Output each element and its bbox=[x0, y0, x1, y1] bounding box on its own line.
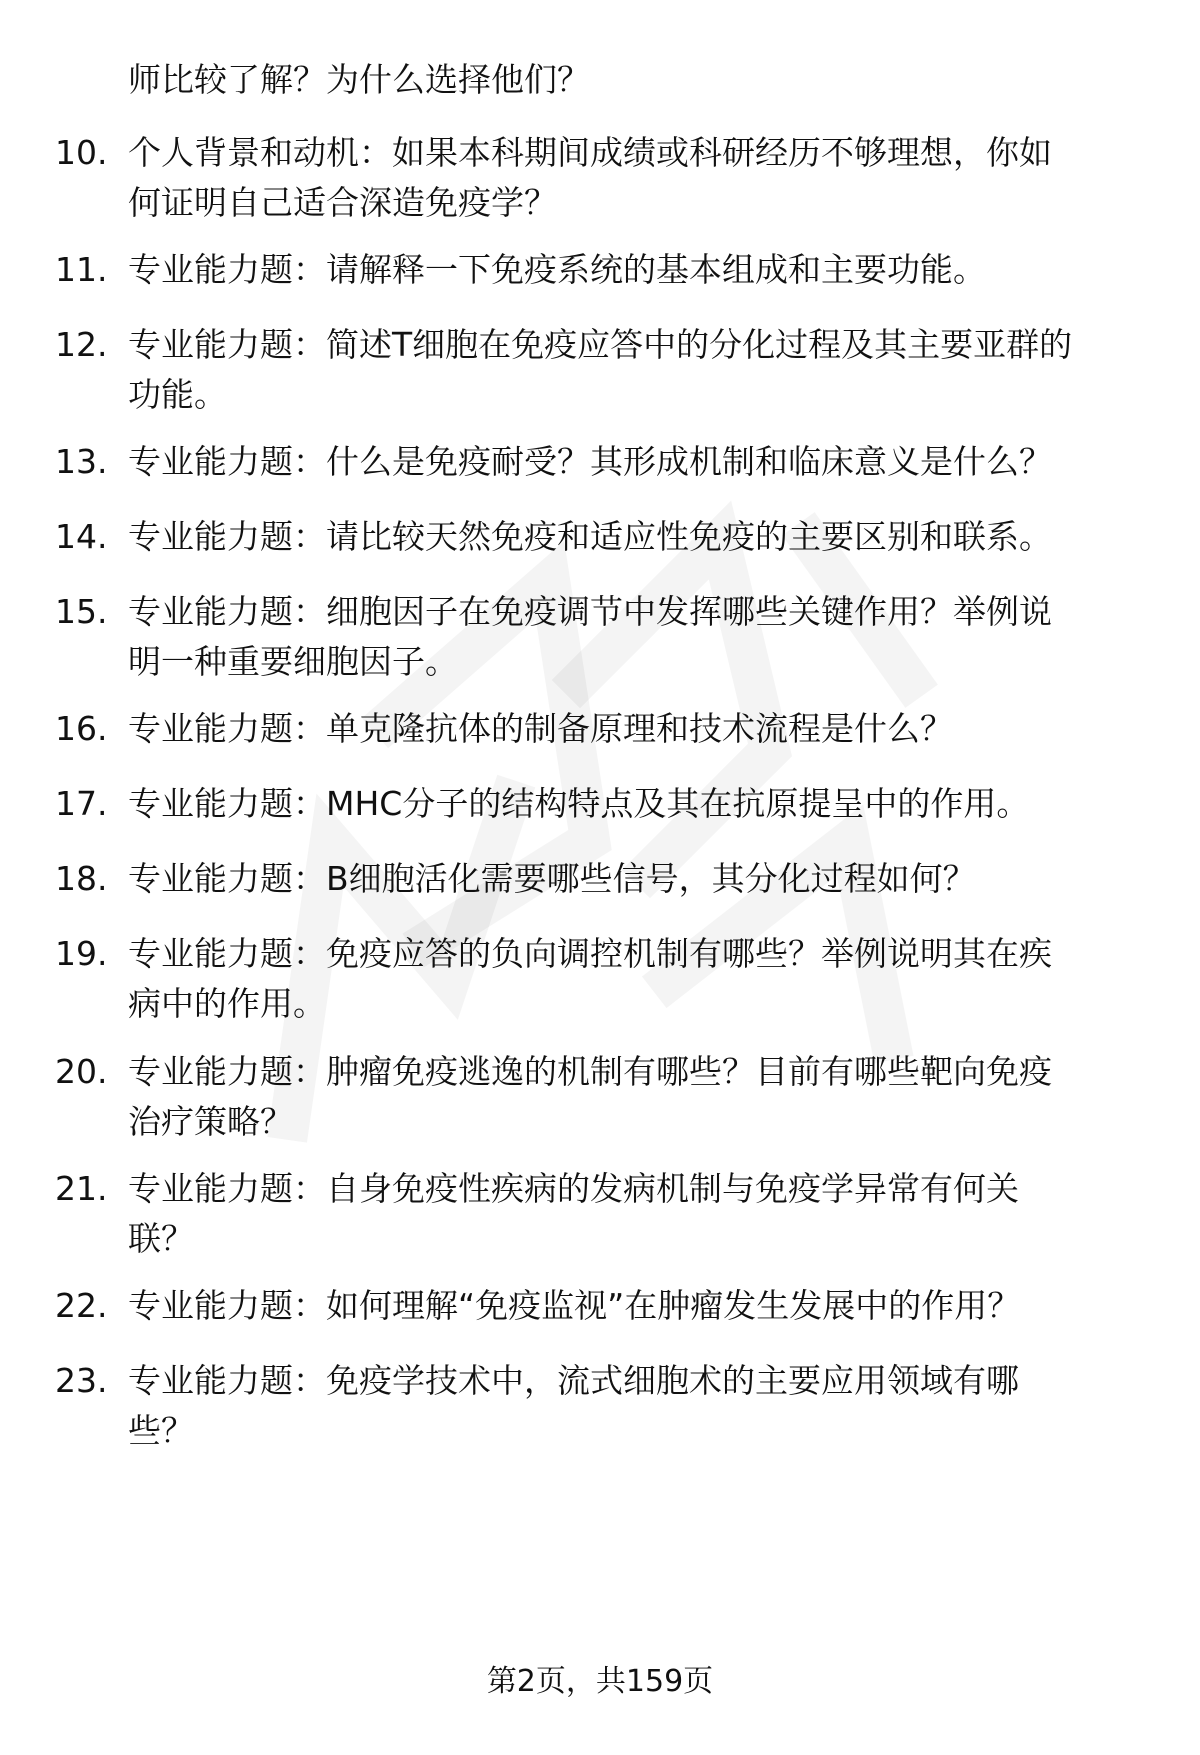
question-line: 个人背景和动机：如果本科期间成绩或科研经历不够理想，你如 bbox=[128, 133, 1052, 172]
question-text bbox=[128, 320, 1168, 420]
question-number: 17. bbox=[55, 784, 108, 823]
question-number: 21. bbox=[55, 1169, 108, 1208]
question-line: 专业能力题：简述T细胞在免疫应答中的分化过程及其主要亚群的 bbox=[128, 325, 1073, 364]
question-line: 专业能力题：如何理解“免疫监视”在肿瘤发生发展中的作用？ bbox=[128, 1286, 1021, 1325]
question-line: 联？ bbox=[128, 1219, 194, 1258]
question-line: 功能。 bbox=[128, 375, 227, 414]
question-line: 何证明自己适合深造免疫学？ bbox=[128, 183, 557, 222]
question-text bbox=[128, 704, 1168, 754]
question-number: 18. bbox=[55, 859, 108, 898]
question-number: 20. bbox=[55, 1052, 108, 1091]
question-number: 16. bbox=[55, 709, 108, 748]
continuation-text: 师比较了解？为什么选择他们？ bbox=[128, 60, 590, 99]
question-number: 23. bbox=[55, 1361, 108, 1400]
question-number: 15. bbox=[55, 592, 108, 631]
question-line: 治疗策略？ bbox=[128, 1102, 293, 1141]
question-text bbox=[128, 1281, 1168, 1331]
question-line: 专业能力题：什么是免疫耐受？其形成机制和临床意义是什么？ bbox=[128, 442, 1052, 481]
question-line: 专业能力题：自身免疫性疾病的发病机制与免疫学异常有何关 bbox=[128, 1169, 1019, 1208]
question-line: 专业能力题：请比较天然免疫和适应性免疫的主要区别和联系。 bbox=[128, 517, 1052, 556]
question-line: 专业能力题：细胞因子在免疫调节中发挥哪些关键作用？举例说 bbox=[128, 592, 1052, 631]
question-text bbox=[128, 128, 1168, 228]
question-line: 专业能力题：MHC分子的结构特点及其在抗原提呈中的作用。 bbox=[128, 784, 1030, 823]
question-line: 专业能力题：单克隆抗体的制备原理和技术流程是什么？ bbox=[128, 709, 953, 748]
question-text bbox=[128, 437, 1168, 487]
question-line: 专业能力题：免疫学技术中，流式细胞术的主要应用领域有哪 bbox=[128, 1361, 1019, 1400]
question-text bbox=[128, 587, 1168, 687]
question-number: 12. bbox=[55, 325, 108, 364]
page-footer: 第2页，共159页 bbox=[486, 1664, 714, 1699]
question-text bbox=[128, 245, 1168, 295]
question-line: 明一种重要细胞因子。 bbox=[128, 642, 458, 681]
question-line: 专业能力题：请解释一下免疫系统的基本组成和主要功能。 bbox=[128, 250, 986, 289]
question-line: 专业能力题：B细胞活化需要哪些信号，其分化过程如何？ bbox=[128, 859, 976, 898]
question-number: 13. bbox=[55, 442, 108, 481]
question-number: 14. bbox=[55, 517, 108, 556]
question-text bbox=[128, 1164, 1168, 1264]
question-number: 19. bbox=[55, 934, 108, 973]
question-line: 专业能力题：免疫应答的负向调控机制有哪些？举例说明其在疾 bbox=[128, 934, 1052, 973]
question-text bbox=[128, 1047, 1168, 1147]
question-number: 22. bbox=[55, 1286, 108, 1325]
question-line: 些？ bbox=[128, 1411, 194, 1450]
question-text bbox=[128, 854, 1168, 904]
question-number: 10. bbox=[55, 133, 108, 172]
question-text bbox=[128, 779, 1168, 829]
question-text bbox=[128, 929, 1168, 1029]
question-number: 11. bbox=[55, 250, 108, 289]
question-line: 病中的作用。 bbox=[128, 984, 326, 1023]
question-line: 专业能力题：肿瘤免疫逃逸的机制有哪些？目前有哪些靶向免疫 bbox=[128, 1052, 1052, 1091]
question-text bbox=[128, 512, 1168, 562]
question-text bbox=[128, 1356, 1168, 1456]
